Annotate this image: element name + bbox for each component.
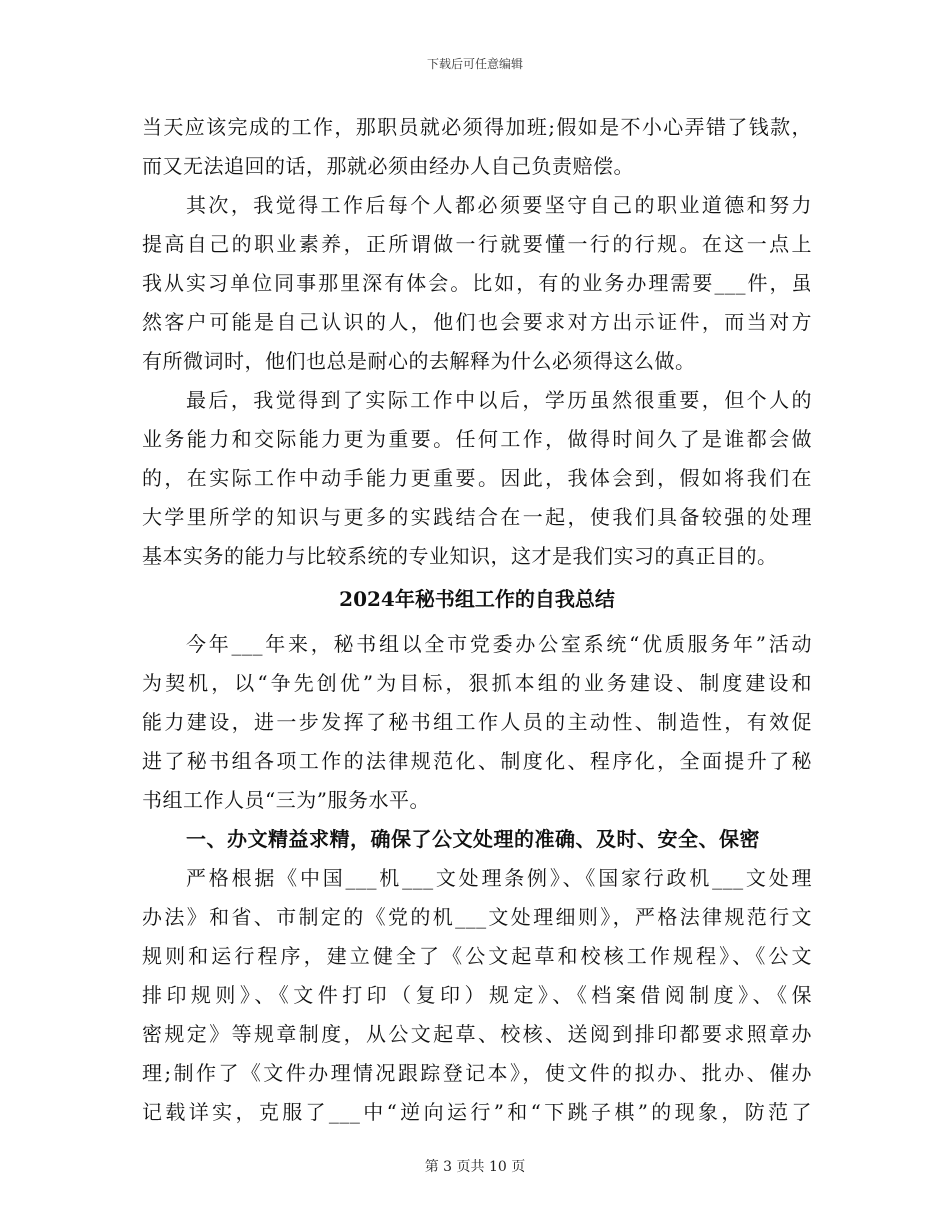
text-line: 今年___年来，秘书组以全市党委办公室系统“优质服务年”活动 (186, 632, 812, 656)
paragraph-2 (142, 186, 812, 381)
text-line: 最后，我觉得到了实际工作中以后，学历虽然很重要，但个人的 (186, 388, 812, 412)
text-line: 进了秘书组各项工作的法律规范化、制度化、程序化，全面提升了秘 (142, 749, 812, 773)
text-line: 排印规则》、《文件打印（复印）规定》、《档案借阅制度》、《保 (142, 983, 812, 1007)
paragraph-5 (142, 859, 812, 1132)
document-title: 2024年秘书组工作的自我总结 (339, 587, 615, 611)
text-line: 大学里所学的知识与更多的实践结合在一起，使我们具备较强的处理 (142, 505, 812, 529)
text-line: 我从实习单位同事那里深有体会。比如，有的业务办理需要___件，虽 (142, 271, 812, 295)
text-line: 当天应该完成的工作，那职员就必须得加班;假如是不小心弄错了钱款， (142, 115, 812, 139)
text-line: 为契机，以“争先创优”为目标，狠抓本组的业务建设、制度建设和 (142, 671, 812, 695)
text-line: 书组工作人员“三为”服务水平。 (142, 788, 430, 812)
text-line: 而又无法追回的话，那就必须由经办人自己负责赔偿。 (142, 154, 634, 178)
text-line: 有所微词时，他们也总是耐心的去解释为什么必须得这么做。 (142, 349, 696, 373)
page-header: 下载后可任意编辑 (426, 57, 523, 71)
text-line: 理;制作了《文件办理情况跟踪登记本》，使文件的拟办、批办、催办 (142, 1061, 812, 1085)
paragraph-4 (142, 625, 812, 820)
section-heading: 一、办文精益求精，确保了公文处理的准确、及时、安全、保密 (186, 827, 760, 851)
text-line: 提高自己的职业素养，正所谓做一行就要懂一行的行规。在这一点上 (142, 232, 812, 256)
text-line: 严格根据《中国___机___文处理条例》、《国家行政机___文处理 (186, 866, 812, 890)
page-footer: 第 3 页共 10 页 (424, 1159, 526, 1175)
text-line: 记载详实，克服了___中“逆向运行”和“下跳子棋”的现象，防范了 (142, 1100, 812, 1124)
text-line: 然客户可能是自己认识的人，他们也会要求对方出示证件，而当对方 (142, 310, 812, 334)
text-line: 办法》和省、市制定的《党的机___文处理细则》，严格法律规范行文 (142, 905, 812, 929)
text-line: 基本实务的能力与比较系统的专业知识，这才是我们实习的真正目的。 (142, 544, 778, 568)
text-line: 密规定》等规章制度，从公文起草、校核、送阅到排印都要求照章办 (142, 1022, 812, 1046)
text-line: 的，在实际工作中动手能力更重要。因此，我体会到，假如将我们在 (142, 466, 812, 490)
paragraph-3 (142, 381, 812, 576)
text-line: 能力建设，进一步发挥了秘书组工作人员的主动性、制造性，有效促 (142, 710, 812, 734)
document-body (142, 108, 812, 1132)
text-line: 其次，我觉得工作后每个人都必须要坚守自己的职业道德和努力 (186, 193, 812, 217)
paragraph-1 (142, 108, 812, 186)
text-line: 业务能力和交际能力更为重要。任何工作，做得时间久了是谁都会做 (142, 427, 812, 451)
text-line: 规则和运行程序，建立健全了《公文起草和校核工作规程》、《公文 (142, 944, 812, 968)
